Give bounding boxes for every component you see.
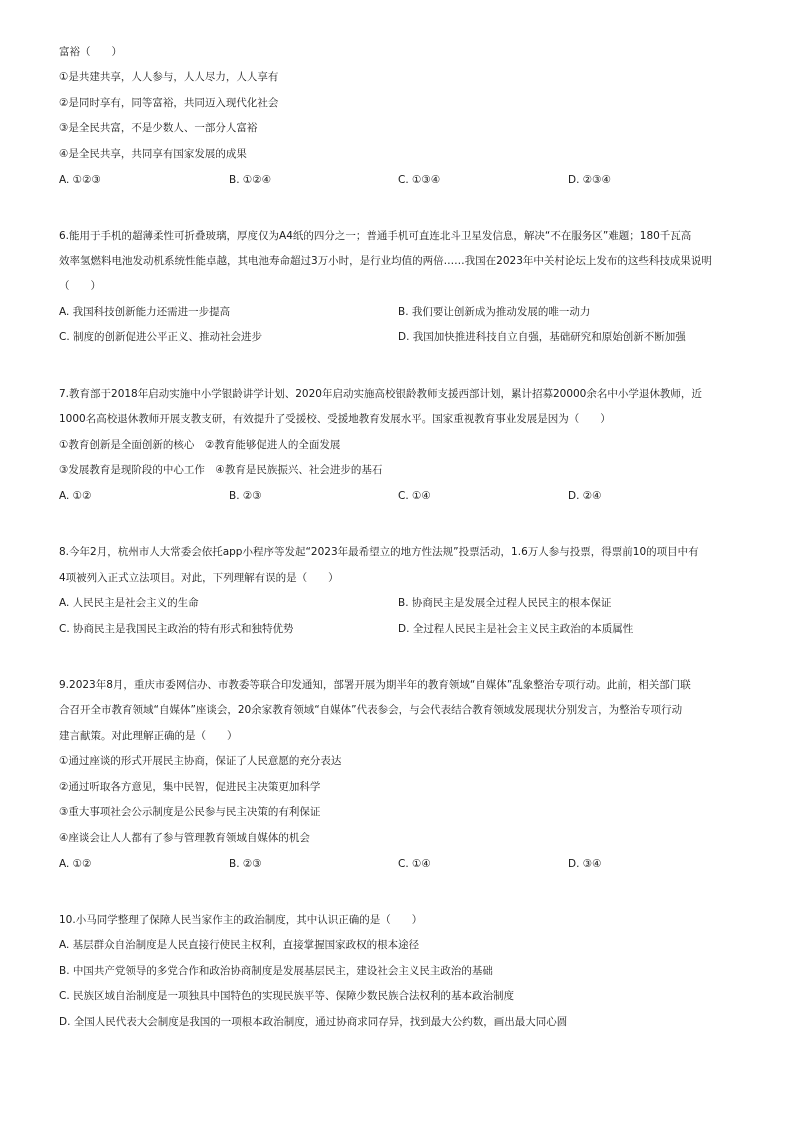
statement-2: ②通过听取各方意见，集中民智，促进民主决策更加科学: [59, 781, 321, 793]
question-9-stem-line-2: 合召开全市教育领域“自媒体”座谈会，20余家教育领域“自媒体”代表参会，与会代表结合教育领域发展现状分别发言，为整治专项行动: [59, 704, 683, 716]
question-6-stem-line-1: 6.能用于手机的超薄柔性可折叠玻璃，厚度仅为A4纸的四分之一；普通手机可直连北斗卫星发信息，解决“不在服务区”难题；180千瓦高: [59, 230, 692, 242]
option-d[interactable]: D. ②④: [568, 490, 602, 502]
question-8-stem-line-2: 4项被列入正式立法项目。对此，下列理解有误的是（ ）: [59, 572, 339, 584]
option-a[interactable]: A. 我国科技创新能力还需进一步提高: [59, 306, 231, 318]
option-b[interactable]: B. 协商民主是发展全过程人民民主的根本保证: [398, 597, 612, 609]
question-6-stem-line-2: 效率氢燃料电池发动机系统性能卓越，其电池寿命超过3万小时，是行业均值的两倍……我国在2023年中关村论坛上发布的这些科技成果说明: [59, 255, 712, 267]
statements-3-4: ③发展教育是现阶段的中心工作 ④教育是民族振兴、社会进步的基石: [59, 464, 383, 476]
option-d[interactable]: D. ②③④: [568, 174, 611, 186]
option-c[interactable]: C. 制度的创新促进公平正义、推动社会进步: [59, 331, 263, 343]
statement-1: ①是共建共享，人人参与，人人尽力，人人享有: [59, 71, 279, 83]
question-8-stem-line-1: 8.今年2月，杭州市人大常委会依托app小程序等发起“2023年最希望立的地方性法规”投票活动，1.6万人参与投票，得票前10的项目中有: [59, 546, 699, 558]
option-a[interactable]: A. ①②: [59, 490, 92, 502]
option-a[interactable]: A. 人民民主是社会主义的生命: [59, 597, 199, 609]
option-b[interactable]: B. 我们要让创新成为推动发展的唯一动力: [398, 306, 591, 318]
question-7-stem-line-2: 1000名高校退休教师开展支教支研，有效提升了受援校、受援地教育发展水平。国家重视教育事业发展是因为（ ）: [59, 413, 611, 425]
question-9-stem-line-1: 9.2023年8月，重庆市委网信办、市教委等联合印发通知，部署开展为期半年的教育领域“自媒体”乱象整治专项行动。此前，相关部门联: [59, 679, 691, 691]
statement-2: ②是同时享有，同等富裕，共同迈入现代化社会: [59, 97, 279, 109]
option-d[interactable]: D. 全过程人民民主是社会主义民主政治的本质属性: [398, 623, 634, 635]
option-b[interactable]: B. ②③: [229, 490, 262, 502]
option-b[interactable]: B. 中国共产党领导的多党合作和政治协商制度是发展基层民主，建设社会主义民主政治的基础: [59, 965, 493, 977]
option-d[interactable]: D. 我国加快推进科技自立自强，基础研究和原始创新不断加强: [398, 331, 686, 343]
question-10-stem: 10.小马同学整理了保障人民当家作主的政治制度，其中认识正确的是（ ）: [59, 914, 423, 926]
option-a[interactable]: A. ①②: [59, 858, 92, 870]
option-c[interactable]: C. ①③④: [398, 174, 441, 186]
option-b[interactable]: B. ①②④: [229, 174, 272, 186]
question-7-stem-line-1: 7.教育部于2018年启动实施中小学银龄讲学计划、2020年启动实施高校银龄教师支援西部计划，累计招募20000余名中小学退休教师，近: [59, 388, 702, 400]
option-c[interactable]: C. ①④: [398, 490, 431, 502]
statement-3: ③是全民共富，不是少数人、一部分人富裕: [59, 122, 258, 134]
option-d[interactable]: D. 全国人民代表大会制度是我国的一项根本政治制度，通过协商求同存异，找到最大公约数，画出最大同心圆: [59, 1016, 568, 1028]
option-c[interactable]: C. 协商民主是我国民主政治的特有形式和独特优势: [59, 623, 294, 635]
question-5-stem-tail: 富裕（ ）: [59, 46, 122, 58]
option-c[interactable]: C. ①④: [398, 858, 431, 870]
statements-1-2: ①教育创新是全面创新的核心 ②教育能够促进人的全面发展: [59, 439, 341, 451]
option-a[interactable]: A. 基层群众自治制度是人民直接行使民主权利，直接掌握国家政权的根本途径: [59, 939, 420, 951]
question-9-stem-line-3: 建言献策。对此理解正确的是（ ）: [59, 730, 238, 742]
option-d[interactable]: D. ③④: [568, 858, 602, 870]
option-c[interactable]: C. 民族区域自治制度是一项独具中国特色的实现民族平等、保障少数民族合法权利的基本政治制度: [59, 990, 515, 1002]
question-6-answer-blank: （ ）: [59, 280, 101, 292]
statement-3: ③重大事项社会公示制度是公民参与民主决策的有利保证: [59, 806, 321, 818]
statement-4: ④座谈会让人人都有了参与管理教育领域自媒体的机会: [59, 832, 310, 844]
option-a[interactable]: A. ①②③: [59, 174, 101, 186]
statement-4: ④是全民共享，共同享有国家发展的成果: [59, 148, 247, 160]
statement-1: ①通过座谈的形式开展民主协商，保证了人民意愿的充分表达: [59, 755, 342, 767]
option-b[interactable]: B. ②③: [229, 858, 262, 870]
